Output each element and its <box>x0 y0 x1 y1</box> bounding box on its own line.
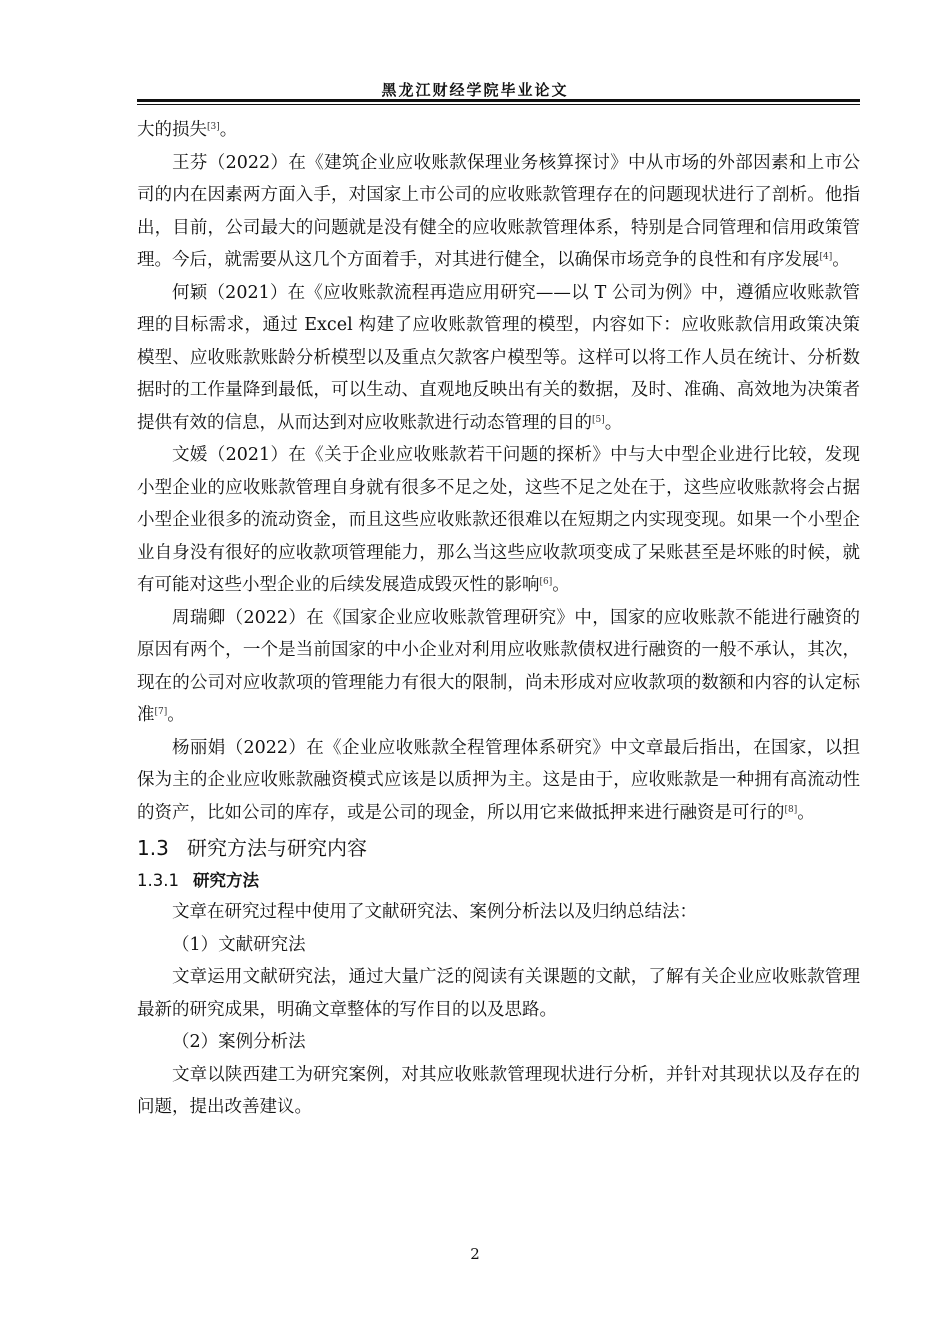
citation-ref: [4] <box>819 252 833 262</box>
running-header-title: 黑龙江财经学院毕业论文 <box>381 81 569 99</box>
method-1-text: 文章运用文献研究法，通过大量广泛的阅读有关课题的文献，了解有关企业应收账款管理最新的研究成果，明确文章整体的写作目的以及思路。 <box>137 967 860 1020</box>
method-2-title: （2）案例分析法 <box>172 1032 306 1052</box>
subsection-heading <box>137 865 860 896</box>
paragraph-wangfen: 王芬（2022）在《建筑企业应收账款保理业务核算探讨》中从市场的外部因素和上市公司的内在因素两方面入手，对国家上市公司的应收账款管理存在的问题现状进行了剖析。他指出，目前，公司最大的问题就是没有健全的应收账款管理体系，特别是合同管理和信用政策管理。今后，就需要从这几个方面着手，对其进行健全，以确保市场竞争的良性和有序发展[4]。 <box>137 152 860 270</box>
subsection-title: 研究方法 <box>193 871 259 890</box>
citation-ref: [7] <box>154 707 168 717</box>
page-body <box>137 114 860 1124</box>
method-1-title: （1）文献研究法 <box>172 934 306 955</box>
subsection-number: 1.3.1 <box>137 871 179 890</box>
paragraph-zhouruiqing: 周瑞卿（2022）在《国家企业应收账款管理研究》中，国家的应收账款不能进行融资的原因有两个，一个是当前国家的中小企业对利用应收账款债权进行融资的一般不承认，其次，现在的公司对应收款项的管理能力有很大的限制，尚未形成对应收款项的数额和内容的认定标准[7]。 <box>137 607 860 725</box>
paragraph-heying: 何颖（2021）在《应收账款流程再造应用研究——以 T 公司为例》中，遵循应收账款管理的目标需求，通过 Excel 构建了应收账款管理的模型，内容如下：应收账款信用政策决策模型、应收账款账龄分析模型以及重点欠款客户模型等。这样可以将工作人员在统计、分析数据时的工作量降到最低，可以生动、直观地反映出有关的数据，及时、准确、高效地为决策者提供有效的信息，从而达到对应收账款进行动态管理的目的[5]。 <box>137 282 860 433</box>
method-2-text: 文章以陕西建工为研究案例，对其应收账款管理现状进行分析，并针对其现状以及存在的问题，提出改善建议。 <box>137 1064 860 1117</box>
header-rule-thin <box>137 104 860 105</box>
citation-ref: [8] <box>784 804 798 815</box>
paragraph-continued: 大的损失[3]。 <box>137 120 238 140</box>
citation-ref: [3] <box>207 122 220 132</box>
header-rule-thick <box>137 99 860 102</box>
page-number: 2 <box>470 1245 480 1263</box>
paragraph-wenyuan: 文媛（2021）在《关于企业应收账款若干问题的探析》中与大中型企业进行比较，发现小型企业的应收账款管理自身就有很多不足之处，这些不足之处在于，这些应收账款将会占据小型企业很多的流动资金，而且这些应收账款还很难以在短期之内实现变现。如果一个小型企业自身没有很好的应收款项管理能力，那么当这些应收款项变成了呆账甚至是坏账的时候，就有可能对这些小型企业的后续发展造成毁灭性的影响[6]。 <box>137 445 860 595</box>
methods-intro: 文章在研究过程中使用了文献研究法、案例分析法以及归纳总结法： <box>172 902 697 922</box>
section-heading <box>137 831 860 865</box>
section-number: 1.3 <box>137 836 169 860</box>
citation-ref: [5] <box>592 414 605 425</box>
section-title: 研究方法与研究内容 <box>187 836 367 860</box>
citation-ref: [6] <box>539 577 553 587</box>
paragraph-yanglijuan: 杨丽娟（2022）在《企业应收账款全程管理体系研究》中文章最后指出，在国家，以担保为主的企业应收账款融资模式应该是以质押为主。这是由于，应收账款是一种拥有高流动性的资产，比如公司的库存，或是公司的现金，所以用它来做抵押来进行融资是可行的[8]。 <box>137 737 860 823</box>
